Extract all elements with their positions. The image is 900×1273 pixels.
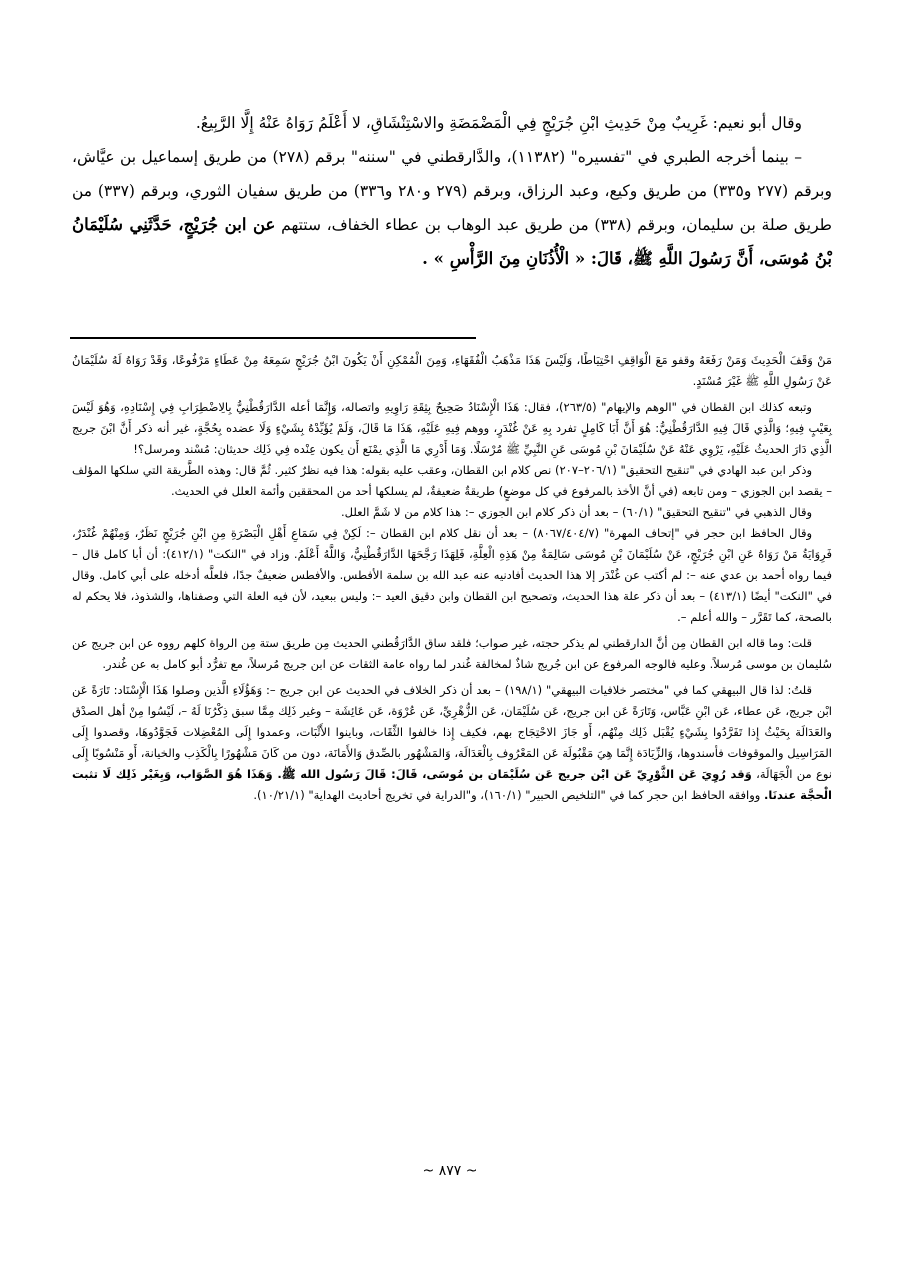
footnotes [72,350,832,806]
footnote-6: قلت: وما قاله ابن القطان مِن أنَّ الدارقطني لم يذكر حجته، غير صواب؛ فلقد ساق الدَّارَقُطني الحديث مِن طريق ستة مِن الرواة كلهم رووه عن ابن جريج عن سُليمان بن موسى مُرسلاً. وعليه فالوجه المرفوع عن ابن جُريج شاذٌ لمخالفة غُندر لما رواه عامة الثقات عن ابن جريج مُرسلاً، مع تفرُّد أبو كامل به عن غُندر. [72,636,832,671]
main-text [72,106,832,276]
footnote-5: وقال الحافظ ابن حجر في "إتحاف المهرة" (٨٠٦٧/٤٠٤/٧) – بعد أن نقل كلام ابن القطان –: لَكِنْ فِي سَمَاعِ أَهْلِ الْبَصْرَةِ مِنِ ابْنِ جُرَيْجٍ نَظَرٌ، وَمِنْهُمْ غُنْدَرٌ، فَرِوَايَةُ مَنْ رَوَاهُ عَنِ ابْنِ جُرَيْجٍ، عَنْ سُلَيْمَانَ بْنِ مُوسَى سَالِمَةٌ مِنْ هَذِهِ الْعِلَّةِ، فَلِهَذَا رَجَّحَهَا الدَّارَقُطْنِيُّ، وَاللَّهُ أَعْلَمُ. وزاد في "النكت" (٤١٢/١): أن أبا كامل قال – فيما رواه أحمد بن عدي عنه –: لم أكتب عن غُنْدَر إلا هذا الحديث أفادنيه عنه عبد الله بن سلمة الأفطس. والأفطس ضعيفٌ جدًا، فلعلَّه أدخله على أبي كامل. وقال في "النكت" أيضًا (٤١٣/١) – بعد أن ذكر علة هذا الحديث، وتصحيح ابن القطان وابن دقيق العيد –: وليس ببعيد، لأن فيه العلة التي وصفناها، والشذوذ، فلا يحكم له بالصحة، كما تَقَرَّر – والله أعلم –. [72,526,832,624]
main-paragraph-2 [72,140,832,276]
footnote-separator [70,337,476,339]
footnote-7-end: ووافقه الحافظ ابن حجر كما في "التلخيص الحبير" (١٦٠/١)، و"الدراية في تخريج أحاديث الهداية" (١٠/٢١/١). [253,788,761,802]
footnote-1: مَنْ وَقَفَ الْحَدِيثَ وَمَنْ رَفَعَهُ وقفو مَعَ الْوَاقِفِ احْتِيَاطًا، وَلَيْسَ هَذَا مَذْهَبُ الْفُقَهَاءِ، وَمِنَ الْمُمْكِنِ أَنْ يَكُونَ ابْنُ جُرَيْجٍ سَمِعَهُ مِنْ عَطَاءٍ مَرْفُوعًا، وَقَدْ رَوَاهُ لَهُ سُلَيْمَانُ عَنْ رَسُولِ اللَّهِ ﷺ غَيْرَ مُسْنَدٍ. [72,353,832,388]
footnote-2: وتبعه كذلك ابن القطان في "الوهم والإيهام" (٢٦٣/٥)، فقال: هَذَا الْإِسْنَادُ صَحِيحٌ بِثِقَةِ رَاوِيهِ واتصاله، وَإِنَّمَا أعله الدَّارَقُطْنِيُّ بِالِاضْطِرَابِ فِي إِسْنَادِهِ، وَهُوَ لَيْسَ بِعَيْبٍ فِيهِ؛ وَالَّذِي قَالَ فِيهِ الدَّارَقُطْنِيُّ: هُوَ أَنَّ أَبَا كَامِلٍ تفرد بِهِ عَنْ غُنْدَرٍ، ووهم فِيهِ عَلَيْهِ، هَذَا مَا قَالَ، وَلَمْ يُؤَيِّدْهُ بِشَيْءٍ وَلَا عضده بِحُجَّةٍ، غير أنه ذكر أَنَّ ابْنَ جريج الَّذِي دَارَ الحديثُ عَلَيْهِ، يَرْوِي عَنْهُ عَنْ سُلَيْمَانَ بْنِ مُوسَى عَنِ النَّبِيِّ ﷺ مُرْسَلًا. وَمَا أَدْرِي مَا الَّذِي يمْنَع أَن يكون عِنْده فِي ذَلِك حديثان: مُسْند ومرسل؟! [72,400,832,456]
footnote-7-text: قلتُ: لذا قال البيهقي كما في "مختصر خلافيات البيهقي" (١٩٨/١) – بعد أن ذكر الخلاف في الحديث عن ابن جريج –: وَهَؤُلَاءِ الَّذين وصلوا هَذَا الْإِسْنَاد: تَارَةً عَن ابْن جريج، عَن عطاء، عَن ابْنِ عَبَّاس، وَتَارَةً عَن ابن جريج، عَن سُلَيْمَان، عَن الزُّهْرِيِّ، عَن عُرْوَة، عَن عَائِشَة – وغير ذَلِك مِمَّا سبق ذِكْرُنَا لَهُ –، لَيْسُوا مِنْ أهل الصدْق والعَدَالَة بِحَيْثُ إِذا تَفَرَّدُوا بِشَيْءٍ يُقْبَل ذَلِك مِنْهُم، أَو جَازَ الاحْتِجَاج بهم، فكيف إِذا خالفوا الثِّقَات، وباينوا الأَثْبَات، وعمدوا إِلَى المُعْضِلات فَجَوَّدُوهَا، وقصدوا إِلَى المَرَاسِيل والموقوفات فأسندوها، وَالزِّيَادَة إِنَّمَا هِيَ مَقْبُولَة عَن المَعْرُوف بِالْعَدَالَة، وَالمَشْهُور بالصِّدق وَالأَمَانَة، دون من كَانَ مَشْهُورًا بِالْكَذِب والخيانة، أَو مَنْسُوبًا إِلَى نوع من الْجَهَالَة، [72,683,833,781]
main-paragraph-2-text: – بينما أخرجه الطبري في "تفسيره" (١١٣٨٢)، والدَّارقطني في "سننه" برقم (٢٧٨) من طريق إسماعيل بن عيَّاش، وبرقم (٢٧٧ و٣٣٥) من طريق وكيع، وعبد الرزاق، وبرقم (٢٧٩ و٢٨٠ و٣٣٦) من طريق سفيان الثوري، وبرقم (٣٣٧) من طريق صلة بن سليمان، وبرقم (٣٣٨) من طريق عبد الوهاب بن عطاء الخفاف، ستتهم [72,148,832,234]
footnote-7 [72,680,832,806]
hadith-text: عن ابن جُرَيْجٍ، حَدَّثَنِي سُلَيْمَانُ بْنُ مُوسَى، أَنَّ رَسُولَ اللَّهِ ﷺ، قَالَ: « الْأُذُنَانِ مِنَ الرَّأْسِ » . [72,215,832,268]
footnote-7-bold: وَقد رُوِيَ عَن الثَّوْرِيّ عَن ابْن جريج عَن سُلَيْمَان بن مُوسَى، قَالَ: قَالَ رَسُول الله ﷺ. وَهَذَا هُوَ الصَّوَاب، وَبِغَيْر ذَلِك لَا تثبت الْحجَّة عندنَا. [72,767,832,802]
main-paragraph-1: وقال أبو نعيم: غَرِيبٌ مِنْ حَدِيثِ ابْنِ جُرَيْجٍ فِي الْمَضْمَضَةِ والاسْتِنْشَاقِ، لا أَعْلَمُ رَوَاهُ عَنْهُ إِلَّا الرَّبِيعُ. [195,114,802,132]
footnote-3: وذكر ابن عبد الهادي في "تنقيح التحقيق" (٢٠٦/١–٢٠٧) نص كلام ابن القطان، وعقب عليه بقوله: هذا فيه نظرٌ كثير. ثُمَّ قال: وهذه الطَّريقة التي سلكها المؤلف – يقصد ابن الجوزي – ومن تابعه (في أنَّ الأخذ بالمرفوع في كل موضعٍ) طريقةٌ ضعيفةٌ، لم يسلكها أحد من المحققين وأئمة العلل في الحديث. [72,463,832,498]
footnote-4: وقال الذهبي في "تنقيح التحقيق" (٦٠/١) – بعد أن ذكر كلام ابن الجوزي –: هذا كلام من لا شَمَّ العلل. [340,505,812,519]
page-number: ~ ٨٧٧ ~ [422,1163,478,1179]
